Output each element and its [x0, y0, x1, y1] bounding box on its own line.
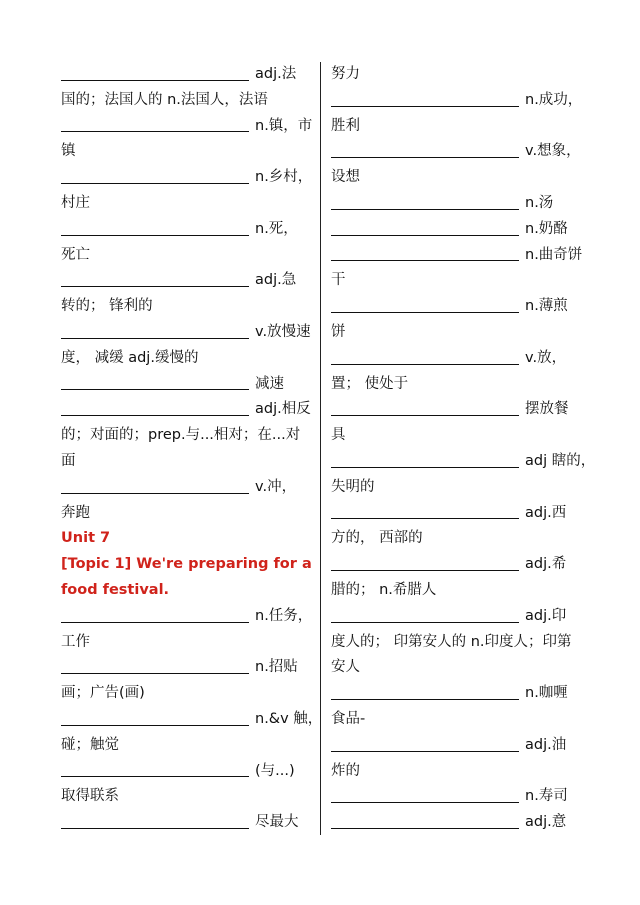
definition-text: 转的； 锋利的 [61, 298, 153, 315]
definition-text: 安人 [331, 659, 360, 676]
fill-in-line [331, 294, 601, 320]
answer-blank[interactable] [61, 235, 249, 236]
definition-text: 尽最大 [255, 814, 299, 831]
answer-blank[interactable] [331, 570, 519, 571]
text-line [61, 88, 317, 114]
unit-heading: [Topic 1] We're preparing for a [61, 556, 312, 573]
definition-text: 镇 [61, 143, 76, 160]
answer-blank[interactable] [331, 209, 519, 210]
fill-in-line [331, 191, 601, 217]
definition-text: 奔跑 [61, 504, 90, 521]
fill-in-line [331, 681, 601, 707]
definition-text: 村庄 [61, 194, 90, 211]
fill-in-line [331, 88, 601, 114]
fill-in-line [331, 501, 601, 527]
definition-text: adj.西 [525, 504, 567, 521]
text-line [61, 191, 317, 217]
definition-text: adj.印 [525, 607, 567, 624]
text-line [331, 578, 601, 604]
answer-blank[interactable] [331, 157, 519, 158]
text-line [61, 733, 317, 759]
definition-text: 面 [61, 452, 76, 469]
text-line [61, 423, 317, 449]
definition-text: 取得联系 [61, 788, 119, 805]
fill-in-line [331, 346, 601, 372]
definition-text: n.任务， [255, 607, 313, 624]
unit-heading: Unit 7 [61, 530, 111, 547]
definition-text: 具 [331, 427, 346, 444]
answer-blank[interactable] [61, 415, 249, 416]
text-line [331, 707, 601, 733]
text-line [61, 294, 317, 320]
fill-in-line [61, 114, 317, 140]
fill-in-line [331, 552, 601, 578]
definition-text: n.&v 触， [255, 710, 323, 727]
right-column [331, 62, 601, 836]
answer-blank[interactable] [61, 776, 249, 777]
fill-in-line [61, 217, 317, 243]
fill-in-line [61, 397, 317, 423]
text-line [61, 681, 317, 707]
answer-blank[interactable] [61, 828, 249, 829]
answer-blank[interactable] [331, 260, 519, 261]
text-line [331, 759, 601, 785]
column-divider [320, 62, 321, 835]
definition-text: 努力 [331, 66, 360, 82]
text-line [61, 526, 317, 552]
definition-text: 度人的； 印第安人的 n.印度人；印第 [331, 633, 572, 650]
definition-text: adj.急 [255, 272, 297, 289]
unit-heading: food festival. [61, 581, 170, 598]
fill-in-line [61, 655, 317, 681]
definition-text: 碰；触觉 [61, 736, 119, 753]
fill-in-line [331, 810, 601, 836]
answer-blank[interactable] [61, 131, 249, 132]
fill-in-line [331, 733, 601, 759]
definition-text: n.曲奇饼 [525, 246, 583, 263]
fill-in-line [331, 243, 601, 269]
definition-text: 国的；法国人的 n.法国人，法语 [61, 91, 268, 108]
definition-text: adj.希 [525, 556, 567, 573]
text-line [61, 552, 317, 578]
text-line [331, 630, 601, 656]
definition-text: 干 [331, 272, 346, 289]
text-line [331, 475, 601, 501]
definition-text: 腊的； n.希腊人 [331, 581, 437, 598]
definition-text: adj 瞎的， [525, 452, 596, 469]
answer-blank[interactable] [331, 415, 519, 416]
text-line [331, 320, 601, 346]
definition-text: adj.法 [255, 66, 297, 82]
fill-in-line [331, 139, 601, 165]
definition-text: 食品- [331, 710, 366, 727]
definition-text: 方的， 西部的 [331, 530, 423, 547]
answer-blank[interactable] [331, 828, 519, 829]
definition-text: 度， 减缓 adj.缓慢的 [61, 349, 199, 366]
definition-text: v.冲， [255, 478, 297, 495]
definition-text: n.寿司 [525, 788, 568, 805]
text-line [61, 630, 317, 656]
definition-text: (与...) [255, 762, 295, 779]
text-line [331, 423, 601, 449]
fill-in-line [331, 449, 601, 475]
fill-in-line [331, 784, 601, 810]
definition-text: 饼 [331, 323, 346, 340]
fill-in-line [61, 62, 317, 88]
fill-in-line [331, 217, 601, 243]
definition-text: adj.意 [525, 814, 567, 831]
definition-text: 炸的 [331, 762, 360, 779]
answer-blank[interactable] [331, 312, 519, 313]
fill-in-line [61, 268, 317, 294]
answer-blank[interactable] [61, 622, 249, 623]
definition-text: 的；对面的；prep.与...相对；在...对 [61, 427, 301, 444]
definition-text: 置； 使处于 [331, 375, 409, 392]
text-line [61, 501, 317, 527]
definition-text: n.镇，市 [255, 117, 313, 134]
left-column [61, 62, 323, 836]
text-line [61, 784, 317, 810]
fill-in-line [331, 397, 601, 423]
answer-blank[interactable] [61, 338, 249, 339]
fill-in-line [61, 165, 317, 191]
definition-text: n.成功， [525, 91, 583, 108]
definition-text: v.放， [525, 349, 567, 366]
answer-blank[interactable] [331, 106, 519, 107]
fill-in-line [61, 320, 317, 346]
answer-blank[interactable] [61, 286, 249, 287]
definition-text: v.想象， [525, 143, 581, 160]
definition-text: 画；广告(画) [61, 685, 145, 702]
answer-blank[interactable] [331, 235, 519, 236]
text-line [61, 449, 317, 475]
fill-in-line [61, 475, 317, 501]
definition-text: n.薄煎 [525, 298, 568, 315]
text-line [61, 139, 317, 165]
fill-in-line [331, 604, 601, 630]
definition-text: 设想 [331, 169, 360, 186]
fill-in-line [61, 707, 323, 733]
definition-text: adj.相反 [255, 401, 311, 418]
answer-blank[interactable] [331, 699, 519, 700]
text-line [331, 268, 601, 294]
definition-text: n.乡村， [255, 169, 313, 186]
text-line [331, 62, 601, 88]
definition-text: 死亡 [61, 246, 90, 263]
answer-blank[interactable] [61, 493, 249, 494]
answer-blank[interactable] [331, 622, 519, 623]
definition-text: n.汤 [525, 194, 554, 211]
definition-text: n.咖喱 [525, 685, 568, 702]
definition-text: adj.油 [525, 736, 567, 753]
text-line [331, 114, 601, 140]
answer-blank[interactable] [331, 364, 519, 365]
fill-in-line [61, 604, 317, 630]
text-line [331, 372, 601, 398]
answer-blank[interactable] [61, 725, 249, 726]
definition-text: v.放慢速 [255, 323, 311, 340]
definition-text: 失明的 [331, 478, 375, 495]
answer-blank[interactable] [331, 802, 519, 803]
answer-blank[interactable] [331, 751, 519, 752]
answer-blank[interactable] [331, 467, 519, 468]
definition-text: n.招贴 [255, 659, 298, 676]
text-line [61, 578, 317, 604]
fill-in-line [61, 759, 317, 785]
text-line [331, 165, 601, 191]
fill-in-line [61, 372, 317, 398]
definition-text: n.死， [255, 220, 298, 237]
fill-in-line [61, 810, 317, 836]
text-line [61, 346, 317, 372]
definition-text: 摆放餐 [525, 401, 569, 418]
definition-text: 减速 [255, 375, 284, 392]
definition-text: 胜利 [331, 117, 360, 134]
text-line [331, 655, 601, 681]
answer-blank[interactable] [61, 80, 249, 81]
answer-blank[interactable] [331, 518, 519, 519]
answer-blank[interactable] [61, 389, 249, 390]
text-line [331, 526, 601, 552]
text-line [61, 243, 317, 269]
answer-blank[interactable] [61, 183, 249, 184]
definition-text: 工作 [61, 633, 90, 650]
definition-text: n.奶酪 [525, 220, 568, 237]
answer-blank[interactable] [61, 673, 249, 674]
